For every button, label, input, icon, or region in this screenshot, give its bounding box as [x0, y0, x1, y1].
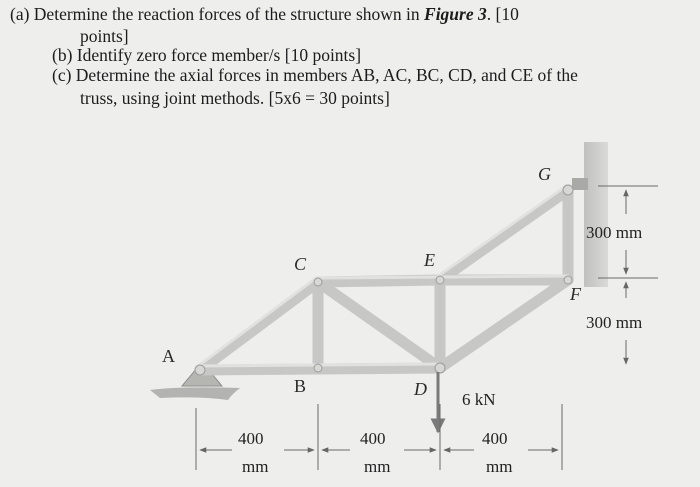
dim-vertical-lower: 300 mm	[586, 313, 643, 332]
node-label-a: A	[162, 346, 175, 366]
node-label-b: B	[294, 376, 307, 396]
member-eg	[440, 190, 568, 280]
node-label-f: F	[570, 284, 581, 304]
question-a-line1: (a) Determine the reaction forces of the structure shown in Figure 3. [10	[10, 4, 519, 24]
wall-support	[572, 142, 608, 287]
node-label-e: E	[424, 250, 435, 270]
dim-horizontal-3-value: 400	[482, 429, 508, 448]
dim-horizontal-1-value: 400	[238, 429, 264, 448]
dim-horizontal-2-unit: mm	[364, 457, 391, 476]
truss-members	[198, 186, 568, 370]
question-a-line2: points]	[80, 26, 129, 46]
dim-horizontal-2-value: 400	[360, 429, 386, 448]
member-ce	[318, 280, 440, 282]
dim-horizontal-1-unit: mm	[242, 457, 269, 476]
load-label: 6 kN	[462, 390, 496, 409]
member-cd	[318, 282, 440, 368]
member-ac	[200, 282, 318, 370]
node-label-g: G	[538, 164, 551, 184]
figure-reference: Figure 3	[424, 4, 487, 24]
question-c-line1: (c) Determine the axial forces in members AB, AC, BC, CD, and CE of the	[52, 65, 578, 85]
dim-horizontal-3-unit: mm	[486, 457, 513, 476]
member-df	[440, 280, 568, 368]
node-label-c: C	[294, 254, 307, 274]
dim-vertical-upper: 300 mm	[586, 223, 643, 242]
node-label-d: D	[414, 379, 427, 399]
question-b: (b) Identify zero force member/s [10 points]	[52, 45, 362, 65]
question-c-line2: truss, using joint methods. [5x6 = 30 points]	[80, 88, 390, 108]
